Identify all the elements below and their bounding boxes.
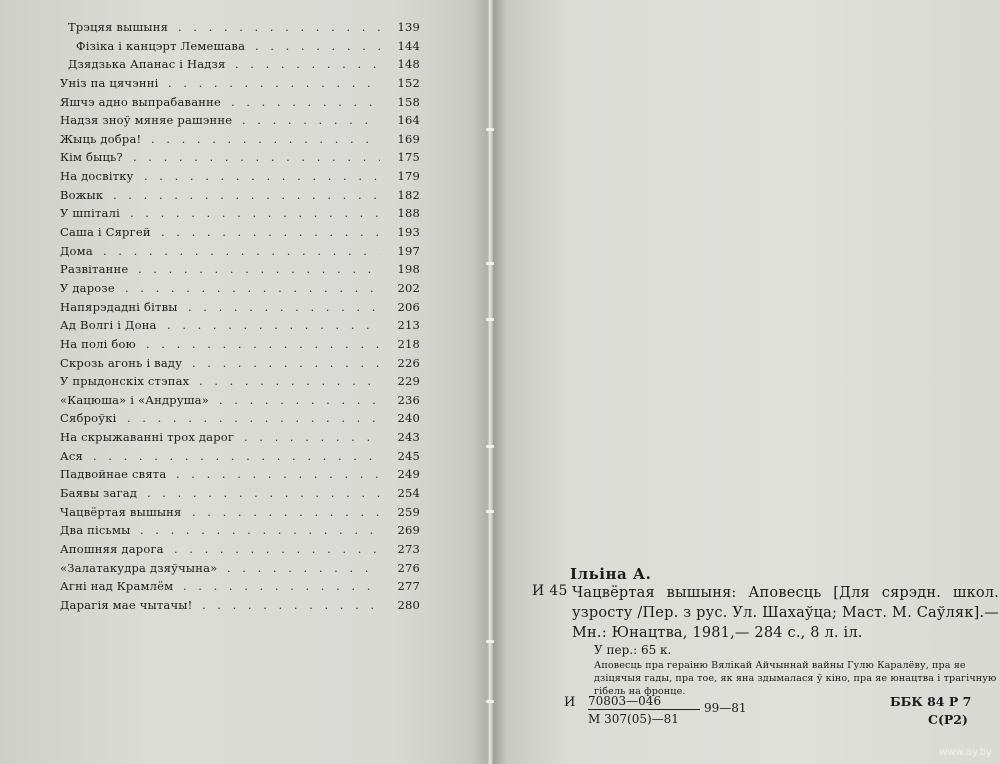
toc-entry	[60, 167, 420, 186]
toc-title: Уніз па цячэнні	[60, 75, 159, 90]
toc-page-number: 148	[397, 57, 420, 72]
toc-leader-dots	[255, 37, 380, 56]
toc-title: Два пісьмы	[60, 523, 131, 538]
toc-entry	[60, 447, 420, 466]
toc-leader-dots	[103, 242, 380, 261]
toc-title: Дома	[60, 243, 93, 258]
toc-leader-dots	[127, 409, 380, 428]
toc-title: «Залатакудра дзяўчына»	[60, 560, 218, 575]
toc-entry	[60, 354, 420, 373]
toc-title: Ася	[60, 448, 84, 463]
toc-page-number: 152	[397, 75, 420, 90]
catalog-index-top: 70803—046	[588, 694, 700, 710]
toc-title: Фізіка і канцэрт Лемешава	[76, 38, 246, 53]
toc-entry	[60, 540, 420, 559]
toc-page-number: 218	[397, 336, 420, 351]
toc-leader-dots	[161, 223, 380, 242]
toc-entry	[60, 298, 420, 317]
toc-entry	[60, 279, 420, 298]
toc-page-number: 193	[397, 225, 420, 240]
toc-leader-dots	[219, 391, 380, 410]
toc-title: Агні над Крамлём	[60, 579, 174, 594]
toc-title: Апошняя дарога	[60, 541, 164, 556]
toc-leader-dots	[192, 354, 380, 373]
catalog-index-letter: И	[564, 695, 576, 710]
toc-leader-dots	[231, 93, 380, 112]
toc-entry	[60, 577, 420, 596]
toc-entry	[60, 55, 420, 74]
toc-page-number: 213	[397, 318, 420, 333]
toc-page-number: 276	[397, 560, 420, 575]
toc-leader-dots	[242, 111, 380, 130]
catalog-author: Ільіна А.	[570, 565, 652, 583]
toc-page-number: 188	[397, 206, 420, 221]
toc-title: Баявы загад	[60, 486, 138, 501]
toc-title: Ад Волгі і Дона	[60, 318, 157, 333]
toc-entry	[60, 74, 420, 93]
toc-title: На досвітку	[60, 169, 134, 184]
toc-leader-dots	[235, 55, 380, 74]
toc-leader-dots	[188, 298, 380, 317]
toc-title: У дарозе	[60, 280, 115, 295]
toc-page-number: 269	[397, 523, 420, 538]
toc-entry	[60, 130, 420, 149]
catalog-code: И 45	[532, 583, 568, 599]
toc-entry	[60, 391, 420, 410]
toc-leader-dots	[183, 577, 380, 596]
toc-leader-dots	[125, 279, 380, 298]
book-spine	[487, 0, 493, 764]
toc-entry	[60, 503, 420, 522]
toc-entry	[60, 596, 420, 615]
toc-leader-dots	[168, 74, 380, 93]
toc-title: Трэцяя вышыня	[68, 20, 169, 34]
toc-entry	[60, 521, 420, 540]
toc-leader-dots	[133, 148, 380, 167]
toc-entry	[60, 409, 420, 428]
toc-entry	[60, 484, 420, 503]
toc-title: На скрыжаванні трох дарог	[60, 430, 235, 445]
toc-title: Дзядзька Апанас і Надзя	[68, 57, 226, 72]
toc-entry	[60, 242, 420, 261]
toc-leader-dots	[140, 521, 380, 540]
toc-title: Кім быць?	[60, 150, 123, 165]
toc-leader-dots	[178, 18, 380, 37]
toc-leader-dots	[167, 316, 380, 335]
toc-page-number: 175	[397, 150, 420, 165]
toc-page-number: 249	[397, 467, 420, 482]
toc-page-number: 240	[397, 411, 420, 426]
toc-page-number: 236	[397, 392, 420, 407]
toc-page-number: 206	[397, 299, 420, 314]
toc-page-number: 259	[397, 504, 420, 519]
toc-entry	[60, 335, 420, 354]
toc-page-number: 229	[397, 374, 420, 389]
toc-page-number: 182	[397, 187, 420, 202]
toc-title: Напярэдадні бітвы	[60, 299, 178, 314]
table-of-contents	[60, 18, 420, 615]
toc-title: Яшчэ адно выпрабаванне	[60, 94, 222, 109]
binding-stitch	[486, 640, 494, 643]
catalog-annotation: Аповесць пра гераіню Вялікай Айчыннай вайны Гулю Каралёву, пра яе дзіцячыя гады, пра тое, як яна здымалася ў кіно, пра яе юнацтва і трагічную гібель на фронце.	[594, 660, 997, 697]
toc-leader-dots	[147, 484, 380, 503]
binding-stitch	[486, 510, 494, 513]
toc-page-number: 139	[397, 20, 420, 34]
toc-page-number: 245	[397, 448, 420, 463]
toc-entry	[60, 465, 420, 484]
toc-title: Развітанне	[60, 262, 129, 277]
toc-entry	[60, 316, 420, 335]
toc-page-number: 226	[397, 355, 420, 370]
catalog-bbk-sub: С(Р2)	[928, 712, 968, 727]
toc-entry	[60, 111, 420, 130]
toc-entry	[60, 93, 420, 112]
toc-title: Жыць добра!	[60, 131, 142, 146]
catalog-price: У пер.: 65 к.	[594, 643, 672, 657]
toc-page-number: 197	[397, 243, 420, 258]
catalog-index-right: 99—81	[704, 701, 747, 715]
catalog-index-bottom: М 307(05)—81	[588, 712, 679, 726]
binding-stitch	[486, 262, 494, 265]
toc-entry	[60, 372, 420, 391]
toc-page-number: 277	[397, 579, 420, 594]
toc-title: Падвойнае свята	[60, 467, 167, 482]
toc-leader-dots	[144, 167, 380, 186]
toc-page-number: 144	[397, 38, 420, 53]
toc-leader-dots	[174, 540, 380, 559]
toc-entry	[60, 186, 420, 205]
toc-leader-dots	[244, 428, 380, 447]
toc-leader-dots	[202, 596, 380, 615]
toc-entry	[60, 37, 420, 56]
toc-entry	[60, 223, 420, 242]
toc-title: У прыдонскіх стэпах	[60, 374, 190, 389]
right-page	[492, 0, 1000, 764]
toc-entry	[60, 428, 420, 447]
toc-page-number: 273	[397, 541, 420, 556]
toc-leader-dots	[130, 204, 380, 223]
toc-title: На полі бою	[60, 336, 136, 351]
toc-title: Надзя зноў мяняе рашэнне	[60, 113, 233, 128]
binding-stitch	[486, 445, 494, 448]
toc-entry	[60, 559, 420, 578]
toc-title: Сяброўкі	[60, 411, 117, 426]
watermark: www.ay.by	[939, 747, 992, 758]
toc-title: «Кацюша» і «Андруша»	[60, 392, 209, 407]
toc-leader-dots	[151, 130, 380, 149]
toc-page-number: 254	[397, 486, 420, 501]
toc-leader-dots	[176, 465, 380, 484]
toc-leader-dots	[93, 447, 380, 466]
toc-leader-dots	[146, 335, 380, 354]
toc-page-number: 179	[397, 169, 420, 184]
toc-entry	[60, 204, 420, 223]
binding-stitch	[486, 318, 494, 321]
toc-page-number: 164	[397, 113, 420, 128]
toc-leader-dots	[227, 559, 380, 578]
toc-entry	[60, 148, 420, 167]
toc-title: Саша і Сяргей	[60, 225, 151, 240]
toc-title: Вожык	[60, 187, 104, 202]
toc-entry	[60, 18, 420, 37]
toc-page-number: 198	[397, 262, 420, 277]
binding-stitch	[486, 128, 494, 131]
toc-title: У шпіталі	[60, 206, 121, 221]
toc-page-number: 169	[397, 131, 420, 146]
toc-leader-dots	[192, 503, 380, 522]
toc-leader-dots	[199, 372, 380, 391]
toc-title: Скрозь агонь і ваду	[60, 355, 183, 370]
binding-stitch	[486, 700, 494, 703]
toc-page-number: 202	[397, 280, 420, 295]
left-page	[0, 0, 492, 764]
catalog-description: Чацвёртая вышыня: Аповесць [Для сярэдн. школ. узросту /Пер. з рус. Ул. Шахаўца; Маст. М. Саўляк].— Мн.: Юнацтва, 1981,— 284 с., 8 л. іл.	[572, 585, 999, 641]
toc-page-number: 280	[397, 597, 420, 612]
toc-page-number: 158	[397, 94, 420, 109]
toc-leader-dots	[138, 260, 380, 279]
toc-title: Чацвёртая вышыня	[60, 504, 182, 519]
toc-title: Дарагія мае чытачы!	[60, 597, 193, 612]
toc-page-number: 243	[397, 430, 420, 445]
catalog-bbk: ББК 84 Р 7	[890, 694, 972, 709]
toc-entry	[60, 260, 420, 279]
toc-leader-dots	[113, 186, 380, 205]
